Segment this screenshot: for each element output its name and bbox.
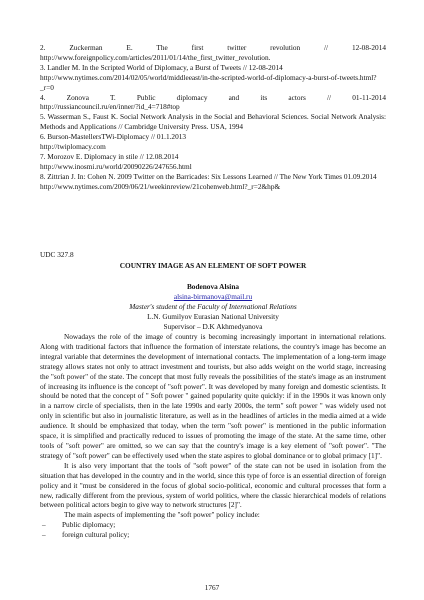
reference-entry: 4. Zonova T. Public diplomacy and its actors // 01-11-2014: [40, 92, 386, 102]
reference-list: [40, 43, 386, 192]
reference-url[interactable]: http://www.nytimes.com/2009/06/21/weekinreview/21cohenweb.html?_r=2&hp&: [40, 181, 281, 191]
bullet-list: [40, 520, 386, 540]
author-name: Bodenova Alsina: [186, 282, 240, 291]
reference-entry: 8. Zittrian J. In: Cohen N. 2009 Twitter on the Barricades: Six Lessons Learned // The New York Times 01.09.2014: [40, 171, 377, 181]
reference-url[interactable]: http://russiancouncil.ru/en/inner/?id_4=718#top: [40, 102, 180, 112]
reference-entry: 5. Wasserman S., Faust K. Social Network Analysis in the Social and Behavioral Sciences. Social Network Analysis: Methods and Applications // Cambridge University Press. USA, 1994: [40, 112, 386, 132]
author-block: [40, 282, 386, 332]
body-paragraph: It is also very important that the tools of "soft power" of the state can not be used in isolation from the situation that has developed in the country and in the world, since this type of force is an essential direction of foreign policy and it "must be considered in the focus of global socio-political, economic and cultural processes that form a new, radically different from the previous, system of world politics, where the classic hierarchical models of relations between political actors begin to give way to network structures [2]".: [40, 460, 386, 510]
reference-url[interactable]: http://www.inosmi.ru/world/20090226/247656.html: [40, 161, 192, 171]
reference-entry: 6. Burson-MastellersTWi-Diplomacy // 01.1.2013: [40, 132, 187, 142]
author-email-link[interactable]: alsina-birmanova@mail.ru: [173, 291, 253, 301]
article-title: COUNTRY IMAGE AS AN ELEMENT OF SOFT POWER: [119, 261, 307, 270]
reference-entry: 2. Zuckerman E. The first twitter revolution // 12-08-2014: [40, 43, 386, 52]
reference-url[interactable]: http://twiplomacy.com: [40, 142, 106, 152]
reference-entry: 7. Morozov E. Diplomacy in stile // 12.08.2014: [40, 151, 179, 161]
reference-url[interactable]: http://www.nytimes.com/2014/02/05/world/middleeast/in-the-scripted-world-of-diplomacy-a-burst-of-tweets.html?_r=0: [40, 72, 377, 92]
body-paragraph: The main aspects of implementing the "soft power" policy include:: [64, 510, 260, 520]
article-body: [40, 332, 386, 540]
author-position: Master's student of the Faculty of International Relations: [129, 301, 297, 311]
page-number: 1767: [204, 583, 220, 592]
list-item: – foreign cultural policy;: [40, 530, 386, 540]
body-paragraph: Nowadays the role of the image of country is becoming increasingly important in international relations. Along with traditional factors that influence the formation of interstate relations, the country's image has become an integral variable that determines the development of international contacts. The implementation of a long-term image strategy allows states not only to attract investment and tourists, but also adds weight on the world stage, increasing the "soft power" of the state. The concept that most fully reveals the possibilities of the state's image as an instrument of increasing its influence is the concept of "soft power". It was developed by many foreign and domestic scientists. It should be noted that the concept of " Soft power " gained popularity quite quickly: if in the 1990s it was known only in a narrow circle of specialists, then in the late 1990s and early 2000s, the term" soft power " was widely used not only in scientific but also in journalistic literature, as well as in the headlines of articles in the media aimed at a wide audience. It should be emphasized that today, when the term "soft power" is mentioned in the public information space, it is simplified and practically reduced to issues of promoting the image of the state. At the same time, other tools of "soft power" are omitted, so we can say that the country's image is a key element of "soft power". "The strategy of "soft power" can be effectively used when the state aspires to global dominance or to global primacy [1]".: [40, 332, 386, 460]
reference-url[interactable]: http://www.foreignpolicy.com/articles/2011/01/14/the_first_twitter_revolution.: [40, 52, 271, 62]
udc-code: UDC 327.8: [40, 250, 74, 259]
list-item: – Public diplomacy;: [40, 520, 386, 530]
author-university: L.N. Gumilyov Eurasian National University: [147, 311, 279, 321]
reference-entry: 3. Landler M. In the Scripted World of Diplomacy, a Burst of Tweets // 12-08-2014: [40, 62, 283, 72]
supervisor-line: Supervisor – D.K Akhmedyanova: [163, 321, 263, 331]
